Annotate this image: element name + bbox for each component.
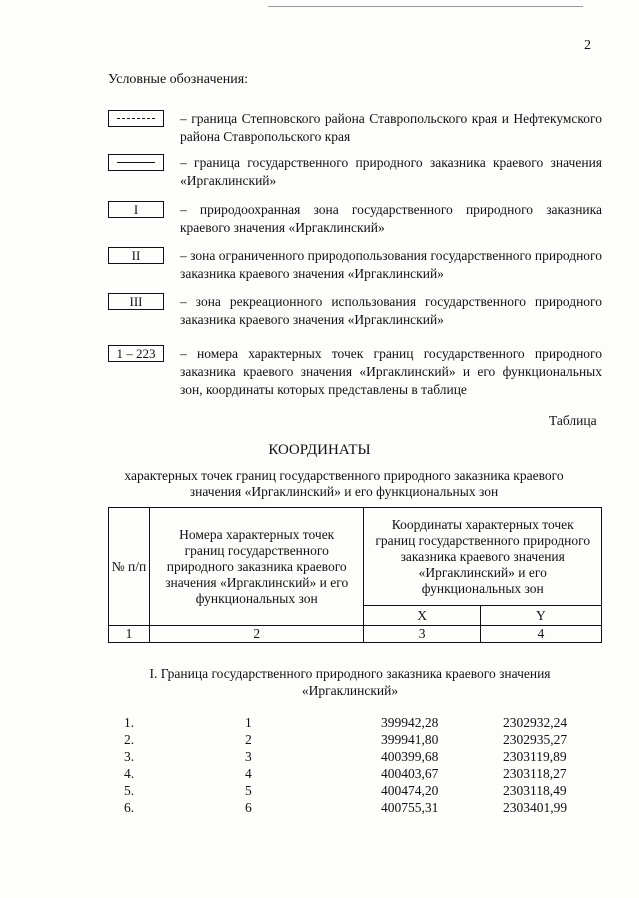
legend-text: – зона рекреационного использования государственного природного заказника краевого значения «Иргаклинский» (180, 294, 602, 327)
header-points-col: Номера характерных точек границ государственного природного заказника краевого значения «Иргаклинский» и его функциональных зон (149, 508, 364, 626)
legend-symbol: I (108, 201, 164, 218)
table-label: Таблица (549, 413, 597, 428)
row-x: 400474,20 (381, 783, 439, 798)
section-title: I. Граница государственного природного заказника краевого значения «Иргаклинский» (149, 666, 551, 698)
row-y: 2303119,89 (503, 749, 567, 764)
row-point: 6 (245, 800, 252, 815)
row-number: 2. (124, 732, 135, 747)
dashed-line-icon (117, 118, 155, 119)
coordinates-subtitle: характерных точек границ государственного природного заказника краевого значения «Иргаклинский» и его функциональных зон (124, 468, 564, 499)
row-number: 5. (124, 783, 135, 798)
top-rule (268, 6, 583, 7)
row-y: 2302935,27 (503, 732, 568, 747)
legend-title: Условные обозначения: (108, 72, 249, 87)
header-number-col: № п/п (109, 508, 150, 626)
row-x: 400403,67 (381, 766, 439, 781)
row-point: 5 (245, 783, 252, 798)
row-x: 400399,68 (381, 749, 439, 764)
coordinates-title: КООРДИНАТЫ (268, 442, 371, 458)
row-x: 399942,28 (381, 715, 439, 730)
row-number: 3. (124, 749, 135, 764)
row-y: 2303118,27 (503, 766, 567, 781)
row-number: 4. (124, 766, 135, 781)
row-point: 2 (245, 732, 252, 747)
legend-symbol-dashed-line (108, 110, 164, 127)
row-x: 399941,80 (381, 732, 439, 747)
table-row (0, 732, 639, 749)
row-point: 3 (245, 749, 252, 764)
legend-text: – номера характерных точек границ государственного природного заказника краевого значения «Иргаклинский» и его функциональных зон, координаты которых представлены в таблице (180, 346, 602, 397)
row-point: 1 (245, 715, 252, 730)
row-number: 1. (124, 715, 135, 730)
page-number: 2 (584, 38, 591, 53)
header-index-4: 4 (480, 626, 601, 643)
row-y: 2303118,49 (503, 783, 567, 798)
header-x: X (364, 606, 480, 626)
row-number: 6. (124, 800, 135, 815)
legend-text: – граница Степновского района Ставропольского края и Нефтекумского района Ставропольского края (180, 111, 602, 144)
legend-symbol: 1 – 223 (108, 345, 164, 362)
header-coordinates-col: Координаты характерных точек границ государственного природного заказника краевого значения «Иргаклинский» и его функциональных зон (364, 508, 602, 606)
coordinates-table-header (108, 507, 602, 643)
row-y: 2303401,99 (503, 800, 568, 815)
header-y: Y (480, 606, 601, 626)
table-row (0, 715, 639, 732)
legend-text: – граница государственного природного заказника краевого значения «Иргаклинский» (180, 155, 602, 188)
legend-symbol: III (108, 293, 164, 310)
header-index-1: 1 (109, 626, 150, 643)
legend-symbol: II (108, 247, 164, 264)
row-x: 400755,31 (381, 800, 439, 815)
header-index-2: 2 (149, 626, 364, 643)
table-row (0, 766, 639, 783)
row-y: 2302932,24 (503, 715, 568, 730)
header-index-3: 3 (364, 626, 480, 643)
legend-text: – природоохранная зона государственного природного заказника краевого значения «Иргаклинский» (180, 202, 602, 235)
row-point: 4 (245, 766, 252, 781)
legend-text: – зона ограниченного природопользования государственного природного заказника краевого значения «Иргаклинский» (180, 248, 602, 281)
table-row (0, 783, 639, 800)
table-row (0, 749, 639, 766)
legend-symbol-solid-line (108, 154, 164, 171)
table-row (0, 800, 639, 817)
solid-line-icon (117, 162, 155, 163)
